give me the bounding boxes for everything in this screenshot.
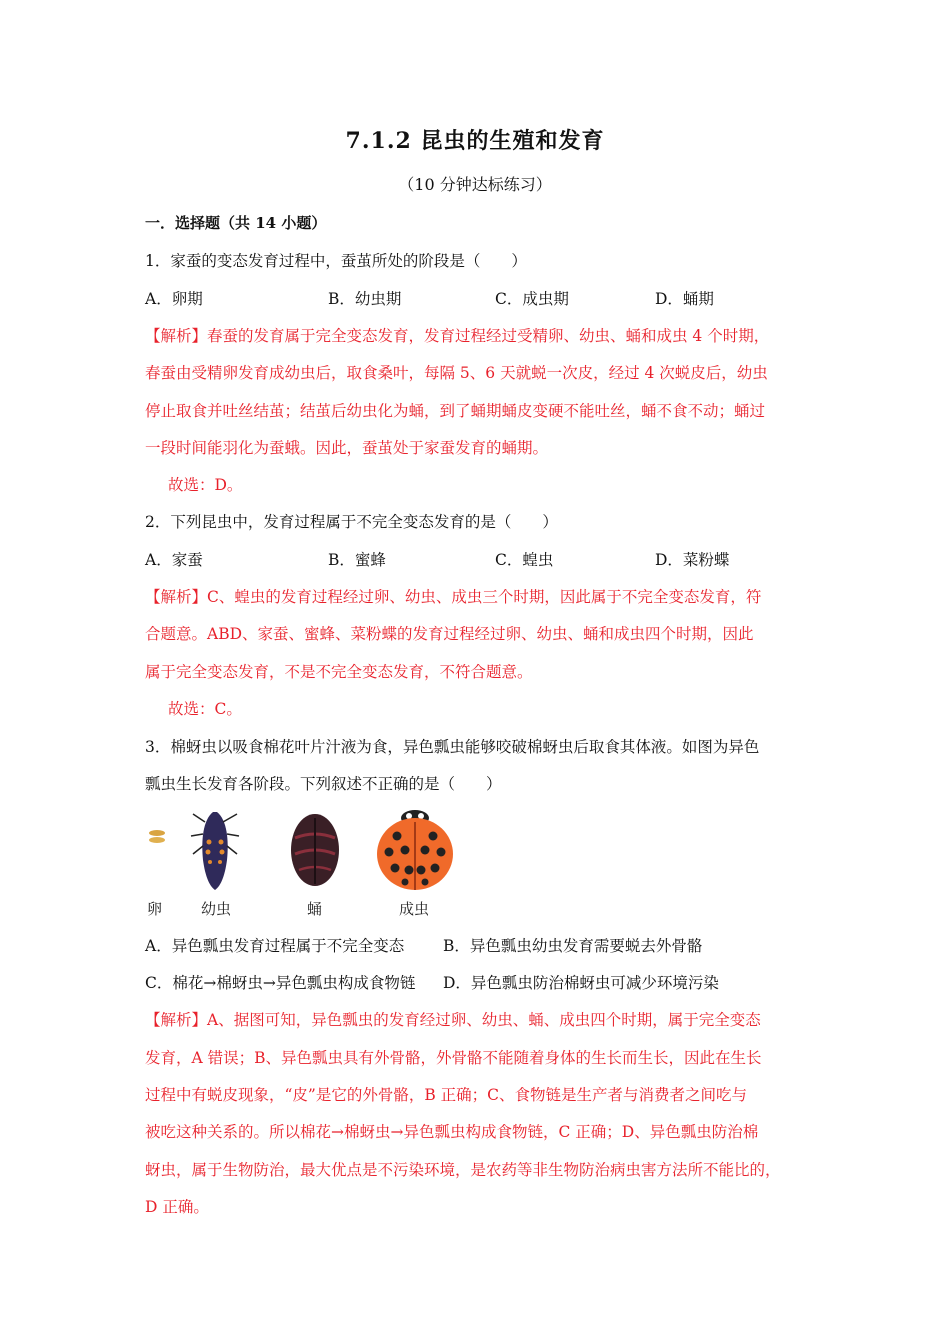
q2-option-c: C．蝗虫: [495, 551, 554, 569]
q1-option-a: A．卵期: [145, 290, 203, 308]
section-heading: 一．选择题（共 14 小题）: [145, 214, 327, 232]
q1-analysis-line: 春蚕由受精卵发育成幼虫后，取食桑叶，每隔 5、6 天就蜕一次皮，经过 4 次蜕皮后，幼虫: [145, 364, 768, 382]
q2-option-a: A．家蚕: [145, 551, 203, 569]
figure-label-pupa: 蛹: [307, 900, 323, 918]
q1-analysis-line: 【解析】春蚕的发育属于完全变态发育，发育过程经过受精卵、幼虫、蛹和成虫 4 个时期，: [145, 327, 770, 345]
page-subtitle: （10 分钟达标练习）: [398, 175, 552, 194]
q1-analysis-line: 停止取食并吐丝结茧；结茧后幼虫化为蛹，到了蛹期蛹皮变硬不能吐丝，蛹不食不动；蛹过: [145, 402, 766, 420]
q1-analysis-line: 一段时间能羽化为蚕蛾。因此，蚕茧处于家蚕发育的蛹期。: [145, 439, 549, 457]
q3-stem-line: 3．棉蚜虫以吸食棉花叶片汁液为食，异色瓢虫能够咬破棉蚜虫后取食其体液。如图为异色: [145, 738, 760, 756]
q2-option-b: B．蜜蜂: [328, 551, 386, 569]
q3-option-b: B．异色瓢虫幼虫发育需要蜕去外骨骼: [443, 937, 703, 955]
q3-analysis-line: 过程中有蜕皮现象，“皮”是它的外骨骼，B 正确；C、食物链是生产者与消费者之间吃与: [145, 1086, 748, 1104]
q1-option-c: C．成虫期: [495, 290, 569, 308]
q2-stem: 2．下列昆虫中，发育过程属于不完全变态发育的是（ ）: [145, 513, 558, 531]
q3-stem-line: 瓢虫生长发育各阶段。下列叙述不正确的是（ ）: [145, 775, 502, 793]
q2-analysis-line: 合题意。ABD、家蚕、蜜蜂、菜粉蝶的发育过程经过卵、幼虫、蛹和成虫四个时期，因此: [145, 625, 754, 643]
q3-option-c: C．棉花→棉蚜虫→异色瓢虫构成食物链: [145, 974, 416, 992]
q3-analysis-line: 发育，A 错误；B、异色瓢虫具有外骨骼，外骨骼不能随着身体的生长而生长，因此在生长: [145, 1049, 762, 1067]
q2-option-d: D．菜粉蝶: [655, 551, 730, 569]
q3-analysis-line: 【解析】A、据图可知，异色瓢虫的发育经过卵、幼虫、蛹、成虫四个时期，属于完全变态: [145, 1011, 761, 1029]
figure-label-adult: 成虫: [399, 900, 430, 918]
ladybug-life-cycle-figure: [145, 800, 455, 920]
q3-option-d: D．异色瓢虫防治棉蚜虫可减少环境污染: [443, 974, 719, 992]
q2-answer: 故选：C。: [168, 700, 242, 718]
figure-label-egg: 卵: [147, 900, 163, 918]
q1-answer: 故选：D。: [168, 476, 243, 494]
q3-option-a: A．异色瓢虫发育过程属于不完全变态: [145, 937, 405, 955]
egg-illustration: [149, 830, 165, 843]
figure-label-larva: 幼虫: [201, 900, 232, 918]
q1-option-d: D．蛹期: [655, 290, 714, 308]
q2-analysis-line: 属于完全变态发育，不是不完全变态发育，不符合题意。: [145, 663, 533, 681]
q3-analysis-line: 蚜虫，属于生物防治，最大优点是不污染环境，是农药等非生物防治病虫害方法所不能比的，: [145, 1161, 781, 1179]
q2-analysis-line: 【解析】C、蝗虫的发育过程经过卵、幼虫、成虫三个时期，因此属于不完全变态发育，符: [145, 588, 762, 606]
q1-option-b: B．幼虫期: [328, 290, 402, 308]
page-title: 7.1.2 昆虫的生殖和发育: [345, 128, 605, 154]
q1-stem: 1．家蚕的变态发育过程中，蚕茧所处的阶段是（ ）: [145, 252, 527, 270]
q3-analysis-line: 被吃这种关系的。所以棉花→棉蚜虫→异色瓢虫构成食物链，C 正确；D、异色瓢虫防治棉: [145, 1123, 759, 1141]
q3-analysis-line: D 正确。: [145, 1198, 209, 1216]
larva-illustration: [191, 812, 239, 890]
adult-ladybug-illustration: [377, 810, 453, 890]
pupa-illustration: [291, 814, 339, 886]
